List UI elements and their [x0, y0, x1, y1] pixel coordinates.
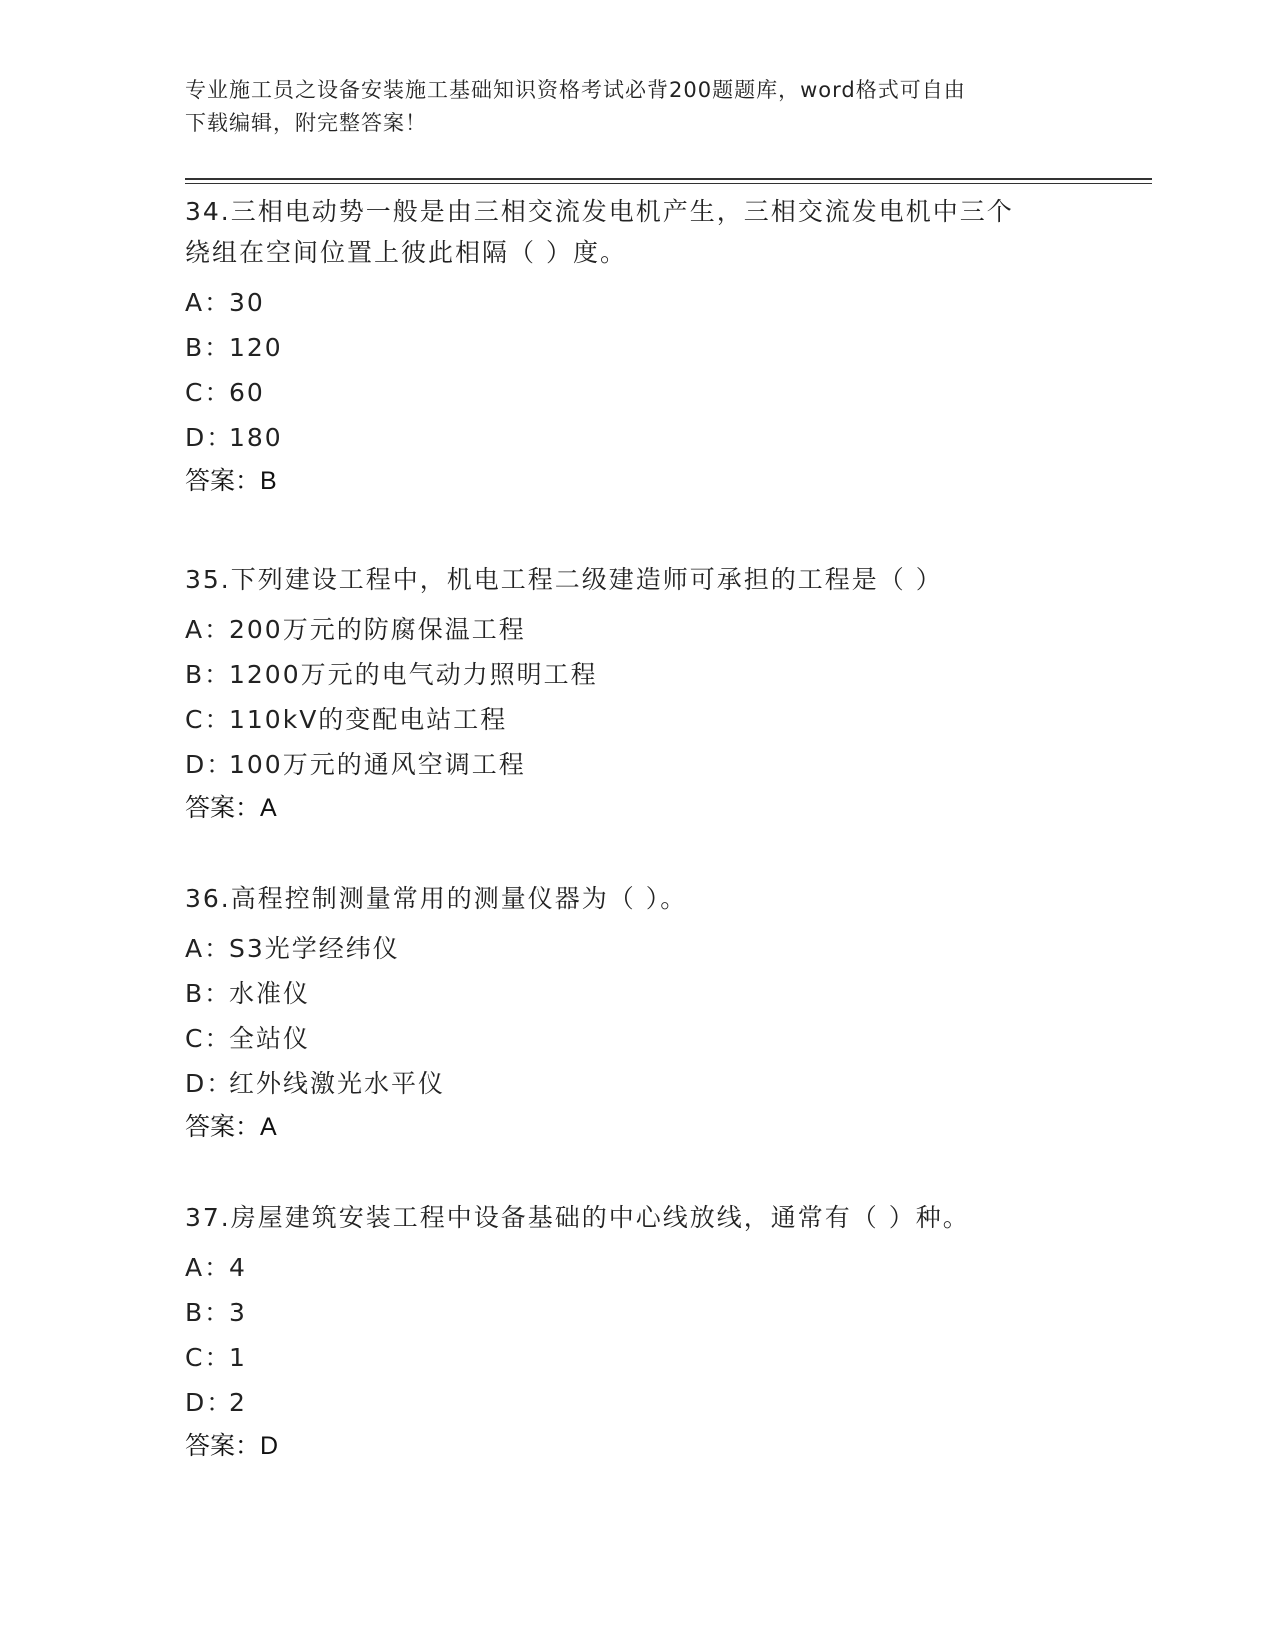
- question-stem-line-2: 绕组在空间位置上彼此相隔（ ）度。: [185, 238, 627, 267]
- question-stem: [185, 559, 1085, 600]
- question-stem: [185, 1197, 1085, 1238]
- option-text: 1200万元的电气动力照明工程: [229, 660, 598, 689]
- option-text: 水准仪: [229, 979, 311, 1008]
- option-text: S3光学经纬仪: [229, 934, 400, 963]
- option-c: [185, 1343, 1085, 1373]
- option-key: D：: [185, 1388, 234, 1417]
- question-stem-line-1: 36.高程控制测量常用的测量仪器为（ ）。: [185, 884, 688, 913]
- header-divider-thin: [185, 183, 1152, 184]
- option-text: 200万元的防腐保温工程: [229, 615, 526, 644]
- option-d: [185, 1069, 1085, 1099]
- option-key: C：: [185, 705, 232, 734]
- question-34: [185, 191, 1085, 496]
- question-stem: [185, 191, 1085, 273]
- option-key: A：: [185, 934, 232, 963]
- question-stem-line-1: 35.下列建设工程中，机电工程二级建造师可承担的工程是（ ）: [185, 565, 943, 594]
- option-text: 4: [229, 1253, 247, 1282]
- question-37: [185, 1197, 1085, 1461]
- document-header: [185, 74, 1065, 140]
- option-d: [185, 750, 1085, 780]
- option-b: [185, 979, 1085, 1009]
- option-text: 1: [229, 1343, 247, 1372]
- question-stem-line-1: 37.房屋建筑安装工程中设备基础的中心线放线，通常有（ ）种。: [185, 1203, 970, 1232]
- option-b: [185, 333, 1085, 363]
- answer-line: 答案：A: [185, 794, 277, 822]
- option-key: A：: [185, 615, 232, 644]
- option-key: C：: [185, 1343, 232, 1372]
- option-c: [185, 1024, 1085, 1054]
- option-c: [185, 705, 1085, 735]
- option-text: 110kV的变配电站工程: [229, 705, 508, 734]
- option-text: 100万元的通风空调工程: [229, 750, 526, 779]
- option-key: A：: [185, 1253, 232, 1282]
- header-title-line-2: 下载编辑，附完整答案！: [185, 111, 427, 135]
- option-d: [185, 423, 1085, 453]
- option-text: 120: [229, 333, 283, 362]
- option-key: D：: [185, 423, 234, 452]
- option-b: [185, 660, 1085, 690]
- option-key: D：: [185, 1069, 234, 1098]
- header-title-line-1: 专业施工员之设备安装施工基础知识资格考试必背200题题库，word格式可自由: [185, 78, 966, 102]
- option-key: B：: [185, 333, 232, 362]
- option-a: [185, 934, 1085, 964]
- option-a: [185, 615, 1085, 645]
- option-text: 60: [229, 378, 265, 407]
- option-key: B：: [185, 1298, 232, 1327]
- option-a: [185, 1253, 1085, 1283]
- question-35: [185, 559, 1085, 823]
- question-stem-line-1: 34.三相电动势一般是由三相交流发电机产生，三相交流发电机中三个: [185, 197, 1014, 226]
- option-c: [185, 378, 1085, 408]
- option-text: 30: [229, 288, 265, 317]
- option-key: B：: [185, 660, 232, 689]
- option-d: [185, 1388, 1085, 1418]
- option-key: C：: [185, 1024, 232, 1053]
- option-key: D：: [185, 750, 234, 779]
- option-text: 180: [229, 423, 283, 452]
- option-text: 3: [229, 1298, 247, 1327]
- option-key: C：: [185, 378, 232, 407]
- option-a: [185, 288, 1085, 318]
- option-key: B：: [185, 979, 232, 1008]
- header-divider-thick: [185, 178, 1152, 180]
- question-36: [185, 878, 1085, 1142]
- answer-line: 答案：A: [185, 1113, 277, 1141]
- answer-line: 答案：D: [185, 1432, 279, 1460]
- option-text: 2: [229, 1388, 247, 1417]
- option-key: A：: [185, 288, 232, 317]
- answer-line: 答案：B: [185, 467, 277, 495]
- option-b: [185, 1298, 1085, 1328]
- option-text: 红外线激光水平仪: [229, 1069, 446, 1098]
- question-stem: [185, 878, 1085, 919]
- option-text: 全站仪: [229, 1024, 311, 1053]
